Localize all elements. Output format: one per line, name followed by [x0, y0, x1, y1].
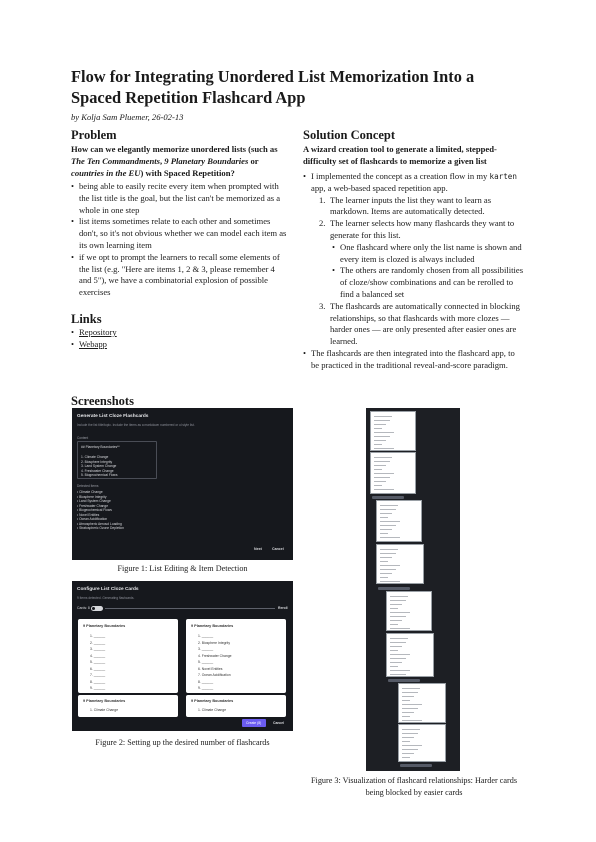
figure-2-caption: Figure 2: Setting up the desired number of flashcards: [95, 738, 270, 747]
solution-lead: A wizard creation tool to generate a limited, stepped-difficulty set of flashcards to memorize a given list: [303, 144, 497, 166]
fig3-card-line: [380, 557, 392, 558]
fig3-node-toolbar: [378, 587, 410, 590]
card-item: 5. ______: [198, 660, 214, 664]
fig3-card-line: [374, 465, 386, 466]
fig2-card-bottom-right: [186, 695, 286, 717]
left-column: [71, 126, 287, 372]
fig3-card-line: [402, 720, 422, 721]
fig3-card-line: [380, 537, 400, 538]
fig3-flashcard-node[interactable]: [370, 411, 416, 451]
fig1-cancel-button[interactable]: Cancel: [272, 547, 284, 551]
links-list: [71, 327, 287, 351]
fig3-card-line: [380, 565, 400, 566]
fig3-card-line: [380, 561, 388, 562]
card-title: 9 Planetary Boundaries: [191, 624, 234, 628]
fig3-card-line: [380, 577, 388, 578]
detected-text: Stratospheric Ozone Depletion: [79, 526, 124, 530]
fig3-card-line: [380, 533, 388, 534]
fig3-card-line: [374, 436, 390, 437]
fig3-flashcard-node[interactable]: [376, 500, 422, 542]
fig3-card-line: [402, 696, 414, 697]
detected-text: Atmospheric Aerosol Loading: [78, 521, 122, 526]
figure-1-screenshot: [72, 408, 293, 560]
fig3-flashcard-node[interactable]: [386, 591, 432, 631]
fig3-card-line: [374, 485, 382, 486]
fig3-card-line: [402, 729, 420, 730]
card-item: 3. ______: [90, 647, 106, 651]
fig2-count-label: Cards: 8: [77, 606, 90, 610]
fig3-card-line: [390, 642, 406, 643]
detected-text: Ocean Acidification: [79, 517, 108, 521]
card-item: 2. Biosphere Integrity: [198, 640, 231, 645]
step-number: 1.: [319, 194, 326, 205]
fig3-card-line: [374, 440, 386, 441]
link-item: [71, 339, 287, 351]
detected-text: Biosphere Integrity: [79, 494, 107, 499]
fig3-card-line: [390, 604, 402, 605]
screenshots-heading: Screenshots: [71, 394, 134, 408]
fig3-flashcard-node[interactable]: [376, 544, 424, 584]
fig1-item: 2. Biosphere Integrity: [81, 459, 113, 464]
byline: by Kolja Sam Pluemer, 26-02-13: [71, 112, 184, 122]
fig3-card-line: [402, 688, 420, 689]
fig2-toggle-knob: [92, 607, 95, 610]
lead-sep: or: [248, 156, 259, 166]
step-item: [319, 195, 525, 219]
fig1-content-label: Content: [77, 436, 89, 440]
right-column: [303, 126, 525, 372]
fig3-card-line: [380, 509, 396, 510]
fig3-card-line: [402, 749, 418, 750]
fig1-item: 4. Freshwater Change: [81, 468, 114, 473]
fig3-card-line: [390, 658, 406, 659]
fig2-card-bottom-left: [78, 695, 178, 717]
solution-bullets: [303, 171, 525, 372]
figure-3-screenshot: [366, 408, 460, 771]
card-item: 7. Ocean Acidification: [198, 673, 231, 677]
fig3-node-toolbar: [400, 764, 432, 767]
fig3-flashcard-node[interactable]: [386, 633, 434, 677]
fig3-card-line: [402, 716, 410, 717]
card-item: 6. Novel Entities: [198, 666, 223, 671]
fig1-item: 3. Land System Change: [81, 464, 117, 468]
fig3-card-line: [402, 753, 414, 754]
fig3-card-line: [390, 674, 406, 675]
card-item: 1. Climate Change: [90, 708, 119, 712]
fig1-next-button[interactable]: Next: [254, 547, 262, 551]
bullet-text: I implemented the concept as a creation flow in my: [311, 171, 490, 181]
fig1-detected-item: • Novel Entities: [77, 512, 100, 517]
fig3-card-line: [380, 573, 392, 574]
fig1-detected-item: • Land System Change: [77, 499, 111, 503]
fig3-card-line: [374, 448, 394, 449]
card-item: 1. ______: [198, 634, 214, 638]
card-item: 1. ______: [90, 634, 106, 638]
sub-bullet: • The others are randomly chosen from all possibilities of cloze/show combinations and can be rerolled to find a balanced set: [332, 265, 525, 300]
fig3-card-line: [380, 549, 398, 550]
fig3-card-line: [390, 596, 408, 597]
detected-text: Freshwater Change: [79, 503, 109, 508]
fig3-card-line: [374, 473, 394, 474]
sub-bullets: [330, 242, 525, 301]
fig3-card-line: [374, 489, 394, 490]
fig3-card-line: [374, 444, 382, 445]
fig3-card-line: [380, 569, 396, 570]
repository-link[interactable]: Repository: [79, 326, 117, 337]
fig1-item: 1. Climate Change: [81, 455, 109, 459]
solution-bullet: • The flashcards are then integrated into the flashcard app, to be practiced in the traditional reveal-and-score paradigm.: [303, 348, 525, 372]
lead-sep: ,: [159, 156, 165, 166]
fig3-card-line: [402, 745, 422, 746]
card-item: 3. ______: [198, 647, 214, 651]
fig3-card-line: [402, 704, 422, 705]
step-item: [319, 218, 525, 301]
detected-text: Land System Change: [79, 499, 111, 503]
fig3-card-line: [374, 416, 392, 417]
fig3-flashcard-node[interactable]: [398, 724, 446, 762]
fig3-card-line: [374, 428, 382, 429]
fig3-card-line: [390, 608, 398, 609]
card-item: 4. Freshwater Change: [198, 653, 232, 658]
fig3-flashcard-node[interactable]: [398, 683, 446, 723]
fig1-detected-item: • Ocean Acidification: [77, 517, 108, 521]
fig3-card-line: [402, 733, 418, 734]
fig1-item: 5. Biogeochemical Flows: [81, 473, 118, 477]
card-title: 9 Planetary Boundaries: [191, 699, 234, 703]
step-text: The learner inputs the list they want to learn as markdown. Items are automatically detected.: [330, 194, 492, 217]
fig3-card-line: [380, 581, 400, 582]
fig3-card-line: [402, 757, 410, 758]
fig1-detected-item: • Atmospheric Aerosol Loading: [77, 521, 122, 526]
fig3-card-line: [390, 670, 410, 671]
create-label: Create (8): [246, 721, 262, 725]
fig3-node-toolbar: [388, 679, 420, 682]
fig3-card-line: [380, 553, 396, 554]
fig3-card-line: [402, 712, 414, 713]
fig1-detected-item: • Freshwater Change: [77, 503, 109, 508]
fig3-flashcard-node[interactable]: [370, 452, 416, 494]
card-item: 8. ______: [90, 679, 106, 684]
problem-bullet: • if we opt to prompt the learners to recall some elements of the list (e.g. "Here are items 1, 2 & 3, please remember 4 and 5"), we have a combinatorial explosion of possible exercises: [71, 252, 287, 299]
fig1-header: Generate List Cloze Flashcards: [77, 414, 149, 419]
fig3-card-line: [390, 646, 402, 647]
problem-lead-end: ) with Spaced Repetition?: [140, 168, 235, 178]
fig3-card-line: [390, 654, 410, 655]
fig1-subtitle: Include the list title/topic. Include the items as a markdown numbered or ul style list.: [77, 423, 195, 427]
fig1-detected-item: • Biogeochemical Flows: [77, 508, 112, 512]
step-number: 2.: [319, 218, 326, 229]
card-item: 6. ______: [90, 666, 106, 671]
figure-2-screenshot: [72, 581, 293, 731]
solution-heading: Solution Concept: [303, 128, 396, 142]
example-boundaries: 9 Planetary Boundaries: [164, 156, 249, 166]
card-title: 9 Planetary Boundaries: [83, 699, 126, 703]
fig3-node-toolbar: [372, 496, 404, 499]
fig3-card-line: [390, 620, 402, 621]
fig3-card-line: [374, 477, 390, 478]
card-item: 4. ______: [90, 653, 106, 658]
card-item: 2. ______: [90, 640, 106, 645]
steps-list: [311, 195, 525, 348]
webapp-link[interactable]: Webapp: [79, 338, 107, 349]
fig3-card-line: [390, 600, 406, 601]
paper-title: Flow for Integrating Unordered List Memorization Into a Spaced Repetition Flashcard App: [71, 67, 475, 107]
problem-lead-text: How can we elegantly memorize unordered lists (such as: [71, 144, 278, 154]
fig2-create-button[interactable]: [242, 719, 266, 727]
card-item: 9. ______: [90, 686, 106, 690]
step-number: 3.: [319, 300, 326, 311]
step-text: The flashcards are automatically connected in blocking relationships, so that flashcards with more clozes — harder ones — are only presented after easier ones are learned.: [330, 300, 520, 347]
fig3-card-line: [390, 662, 402, 663]
card-item: 1. Climate Change: [198, 708, 227, 712]
fig3-card-line: [402, 692, 418, 693]
fig3-card-line: [390, 638, 408, 639]
fig3-card-line: [390, 650, 398, 651]
fig3-card-line: [374, 424, 386, 425]
step-text: The learner selects how many flashcards they want to generate for this list.: [330, 218, 515, 240]
problem-heading: Problem: [71, 128, 117, 142]
fig3-card-line: [374, 432, 394, 433]
fig3-card-line: [402, 700, 410, 701]
fig3-card-line: [402, 737, 414, 738]
fig1-detected-item: • Climate Change: [77, 490, 103, 494]
fig3-card-line: [380, 529, 392, 530]
detected-text: Climate Change: [79, 490, 103, 494]
fig2-slider-track[interactable]: [105, 608, 275, 609]
fig3-card-line: [380, 513, 392, 514]
sub-bullet: • One flashcard where only the list name is shown and every item is clozed is always included: [332, 242, 525, 266]
fig3-card-line: [390, 666, 398, 667]
card-item: 9. ______: [198, 686, 214, 690]
solution-bullet: [303, 171, 525, 348]
problem-bullets: [71, 181, 287, 299]
card-item: 7. ______: [90, 673, 106, 677]
problem-bullet: • being able to easily recite every item when prompted with the list title is the goal, but the list can't be memorized as a whole in one step: [71, 181, 287, 216]
fig3-card-line: [374, 481, 386, 482]
card-title: 9 Planetary Boundaries: [83, 624, 126, 628]
problem-bullet: • list items sometimes relate to each other and sometimes don't, so it's not obvious whether we can model each item as its own learning item: [71, 216, 287, 251]
fig3-card-line: [380, 521, 400, 522]
two-columns: [71, 126, 525, 372]
fig2-subtitle: 9 Items detected. Generating flashcards.: [77, 596, 135, 600]
fig1-detected-item: • Biosphere Integrity: [77, 494, 107, 499]
fig3-card-line: [390, 616, 406, 617]
fig3-card-line: [390, 612, 410, 613]
fig1-list-title: ## Planetary Boundaries**: [81, 445, 120, 449]
bullet-text: app, a web-based spaced repetition app.: [311, 182, 448, 193]
example-commandments: The Ten Commandments: [71, 156, 160, 166]
problem-lead: [71, 143, 287, 179]
fig3-card-line: [390, 628, 410, 629]
link-item: [71, 327, 287, 339]
fig3-card-line: [402, 708, 418, 709]
detected-text: Biogeochemical Flows: [79, 508, 112, 512]
fig3-card-line: [374, 457, 392, 458]
fig3-card-line: [402, 741, 410, 742]
fig2-card-left: [78, 619, 178, 693]
links-heading: Links: [71, 311, 102, 326]
fig2-header: Configure List Cloze Cards: [77, 587, 139, 592]
paper-page: [71, 66, 525, 372]
card-item: 8. ______: [198, 679, 214, 684]
app-name-code: karten: [489, 172, 517, 181]
fig1-detected-label: Detected Items: [77, 484, 99, 488]
figure-3-caption: Figure 3: Visualization of flashcard relationships: Harder cards being blocked by easier cards: [310, 776, 518, 797]
figure-1-caption: Figure 1: List Editing & Item Detection: [117, 564, 248, 573]
fig1-detected-item: • Stratospheric Ozone Depletion: [77, 526, 124, 530]
fig2-reroll-button[interactable]: Reroll: [278, 606, 288, 610]
fig3-card-line: [374, 461, 390, 462]
card-item: 5. ______: [90, 660, 106, 664]
example-eu: countries in the EU: [71, 168, 141, 178]
detected-text: Novel Entities: [79, 512, 100, 517]
fig2-cancel-button[interactable]: Cancel: [273, 721, 285, 725]
fig3-card-line: [374, 420, 390, 421]
fig3-card-line: [390, 624, 398, 625]
fig3-card-line: [380, 505, 398, 506]
step-item: [319, 301, 525, 348]
fig3-card-line: [380, 525, 396, 526]
fig2-card-right: [186, 619, 286, 693]
fig3-card-line: [374, 469, 382, 470]
fig3-card-line: [380, 517, 388, 518]
